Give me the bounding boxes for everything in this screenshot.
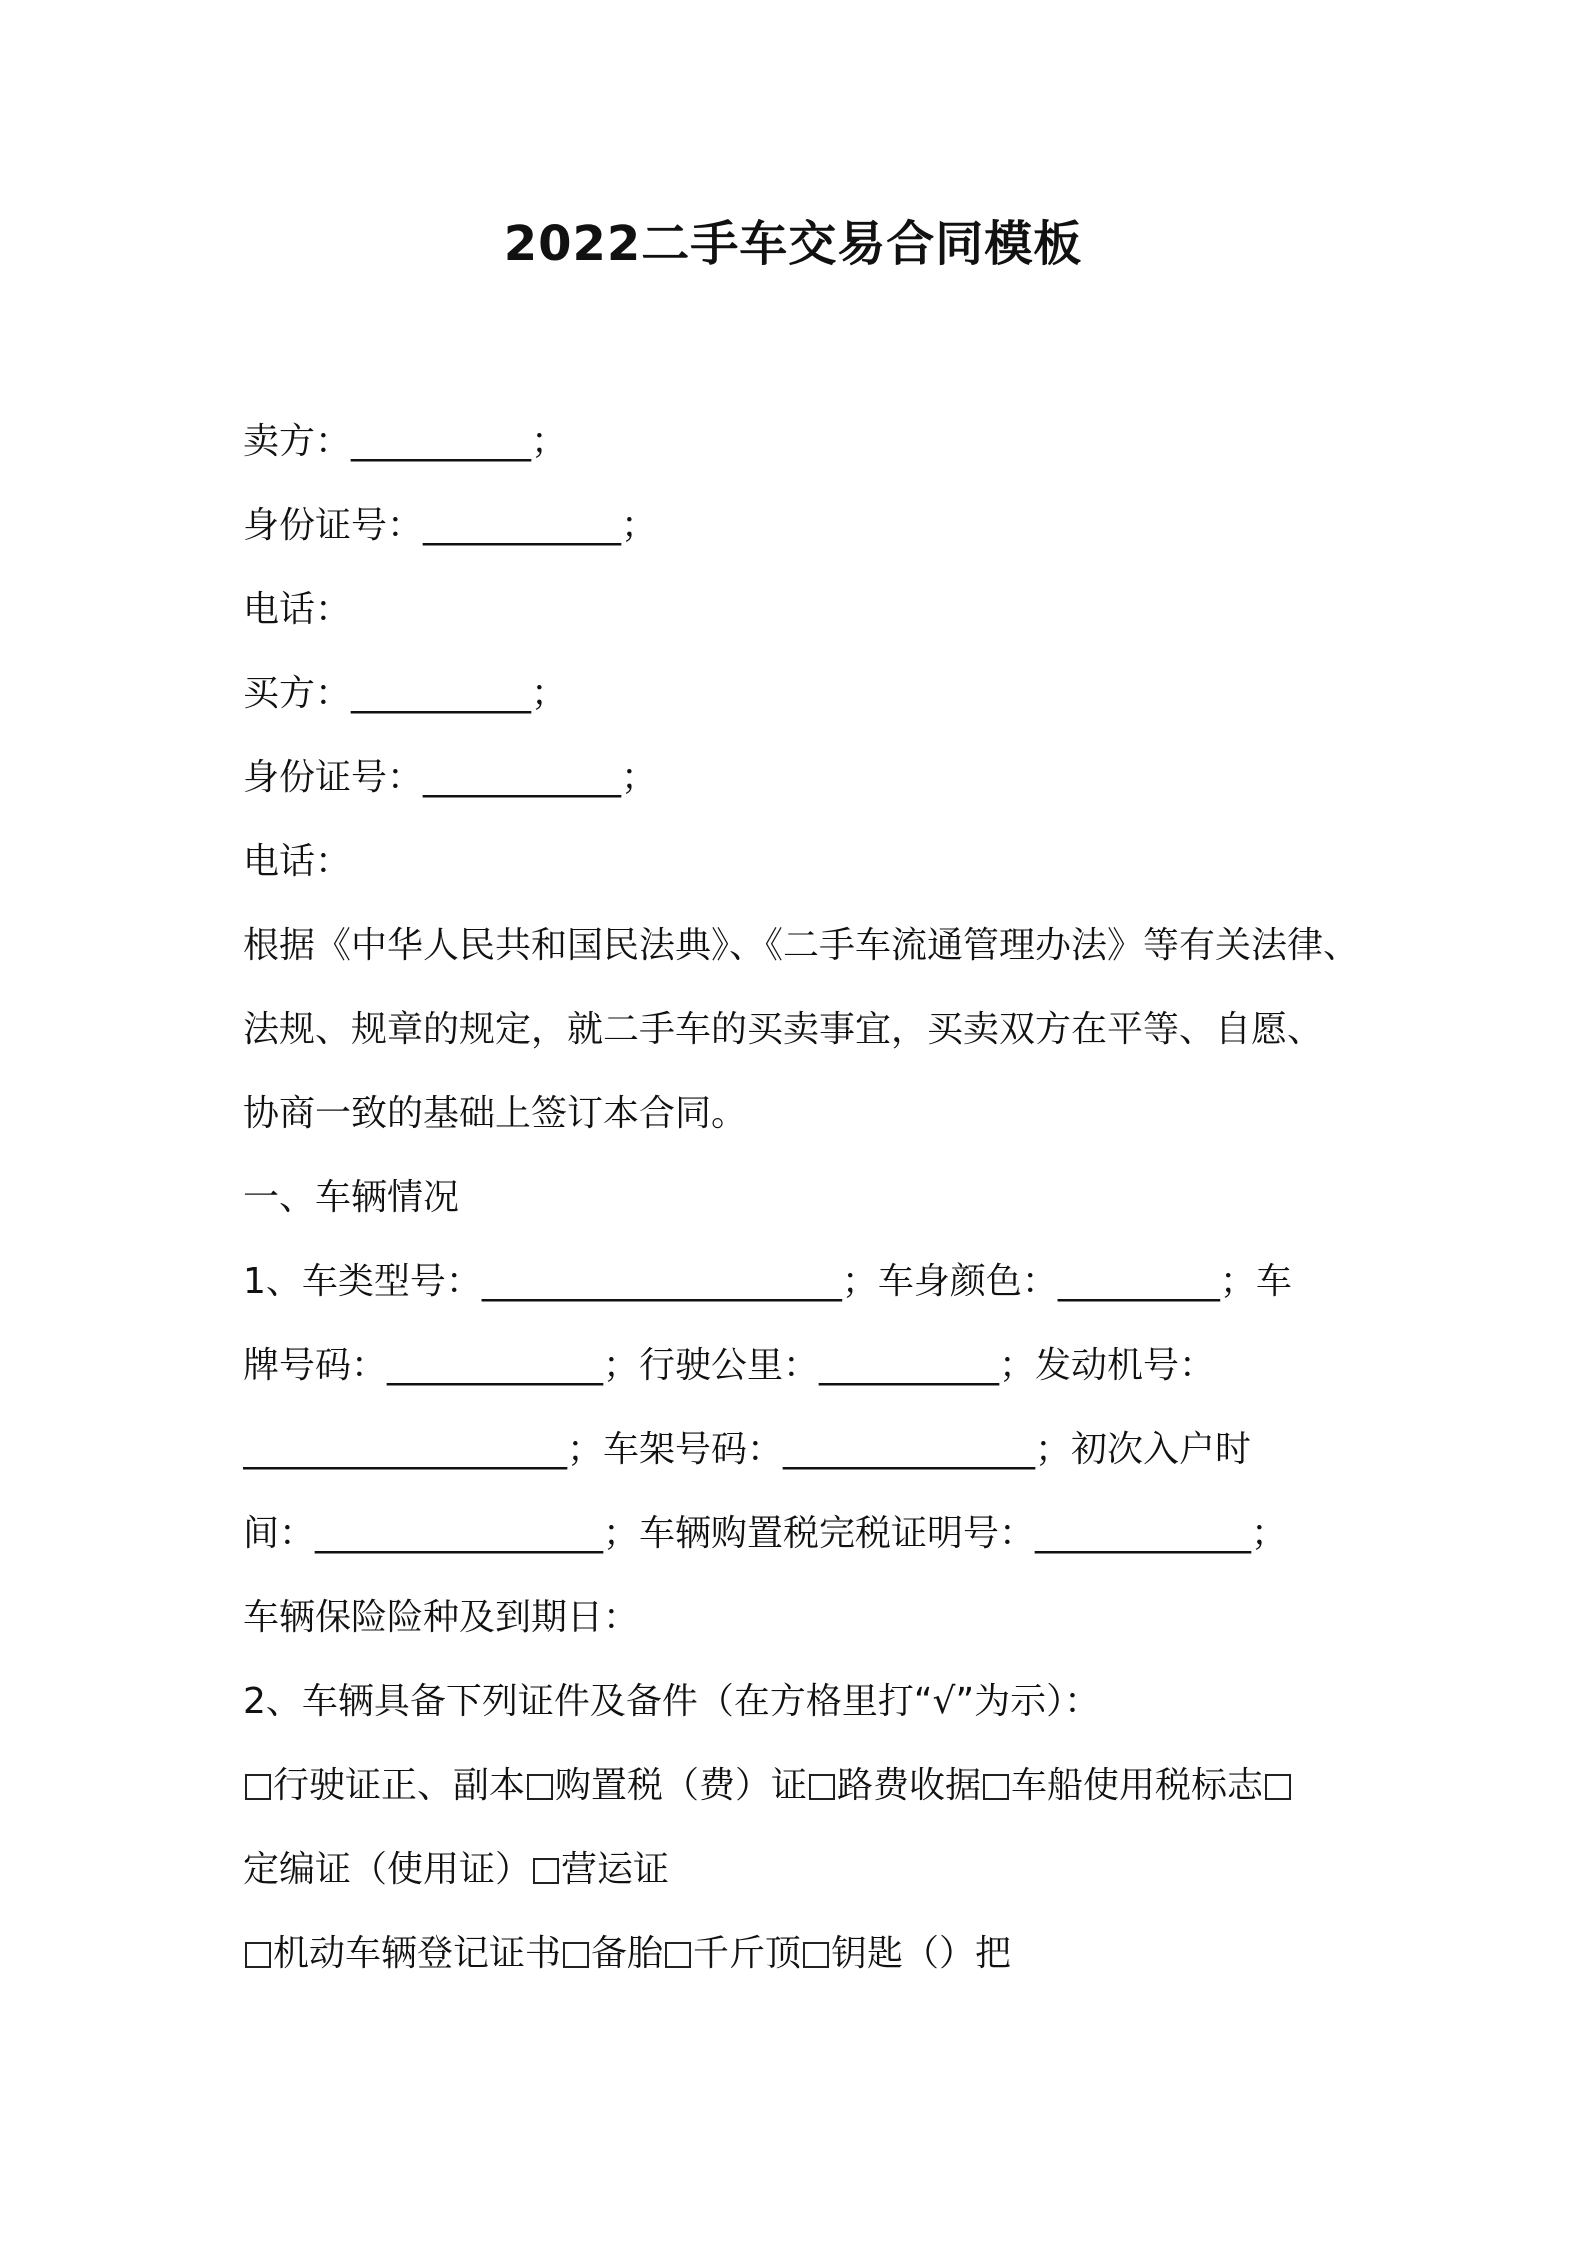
seller-id-line: 身份证号：___________；	[243, 505, 658, 546]
checkbox[interactable]	[983, 1774, 1009, 1800]
checklist-item-label: 千斤顶	[693, 1933, 802, 1974]
checklist-item-label: 购置税（费）证	[555, 1765, 808, 1806]
checkbox[interactable]	[809, 1774, 835, 1800]
checkbox[interactable]	[803, 1942, 829, 1968]
checkbox[interactable]	[1265, 1774, 1291, 1800]
checklist-item-label: 路费收据	[837, 1765, 982, 1806]
seller-phone-line: 电话：	[243, 589, 352, 630]
checklist-line	[243, 1912, 1363, 1996]
preamble-line-3: 协商一致的基础上签订本合同。	[243, 1093, 748, 1134]
buyer-phone-line: 电话：	[243, 841, 352, 882]
documents-intro-line: 2、车辆具备下列证件及备件（在方格里打“√”为示）：	[243, 1681, 1101, 1722]
checklist-item-label: 车船使用税标志	[1011, 1765, 1264, 1806]
vehicle-info-line-2: 牌号码：____________；行驶公里：__________；发动机号：	[243, 1345, 1216, 1386]
buyer-name-line: 买方：__________；	[243, 673, 568, 714]
checklist-item-label: 备胎	[591, 1933, 664, 1974]
checkbox[interactable]	[527, 1774, 553, 1800]
checklist-item-label: 行驶证正、副本	[273, 1765, 526, 1806]
checklist-line	[243, 1744, 1363, 1828]
checkbox[interactable]	[563, 1942, 589, 1968]
insurance-line: 车辆保险险种及到期日：	[243, 1597, 640, 1638]
checkbox[interactable]	[533, 1858, 559, 1884]
buyer-id-line: 身份证号：___________；	[243, 757, 658, 798]
vehicle-info-line-1: 1、车类型号：____________________；车身颜色：_________；车	[243, 1261, 1292, 1302]
section-heading-vehicle: 一、车辆情况	[243, 1177, 460, 1218]
checklist-item-label: 钥匙（）把	[831, 1933, 1012, 1974]
preamble-line-2: 法规、规章的规定，就二手车的买卖事宜，买卖双方在平等、自愿、	[243, 1009, 1324, 1050]
checklist-item-label: 定编证（使用证）	[243, 1849, 532, 1890]
checkbox[interactable]	[245, 1942, 271, 1968]
seller-name-line: 卖方：__________；	[243, 421, 568, 462]
preamble-line-1: 根据《中华人民共和国民法典》、《二手车流通管理办法》等有关法律、	[243, 925, 1360, 966]
checklist-item-label: 营运证	[561, 1849, 670, 1890]
document-body	[243, 400, 1363, 1996]
document-title: 2022二手车交易合同模板	[503, 216, 1083, 272]
checklist-item-label: 机动车辆登记证书	[273, 1933, 562, 1974]
checkbox[interactable]	[665, 1942, 691, 1968]
checkbox[interactable]	[245, 1774, 271, 1800]
checklist-line	[243, 1828, 1363, 1912]
vehicle-info-line-4: 间：________________；车辆购置税完税证明号：____________；	[243, 1513, 1288, 1554]
vehicle-info-line-3: __________________；车架号码：______________；初次入户时	[243, 1429, 1252, 1470]
